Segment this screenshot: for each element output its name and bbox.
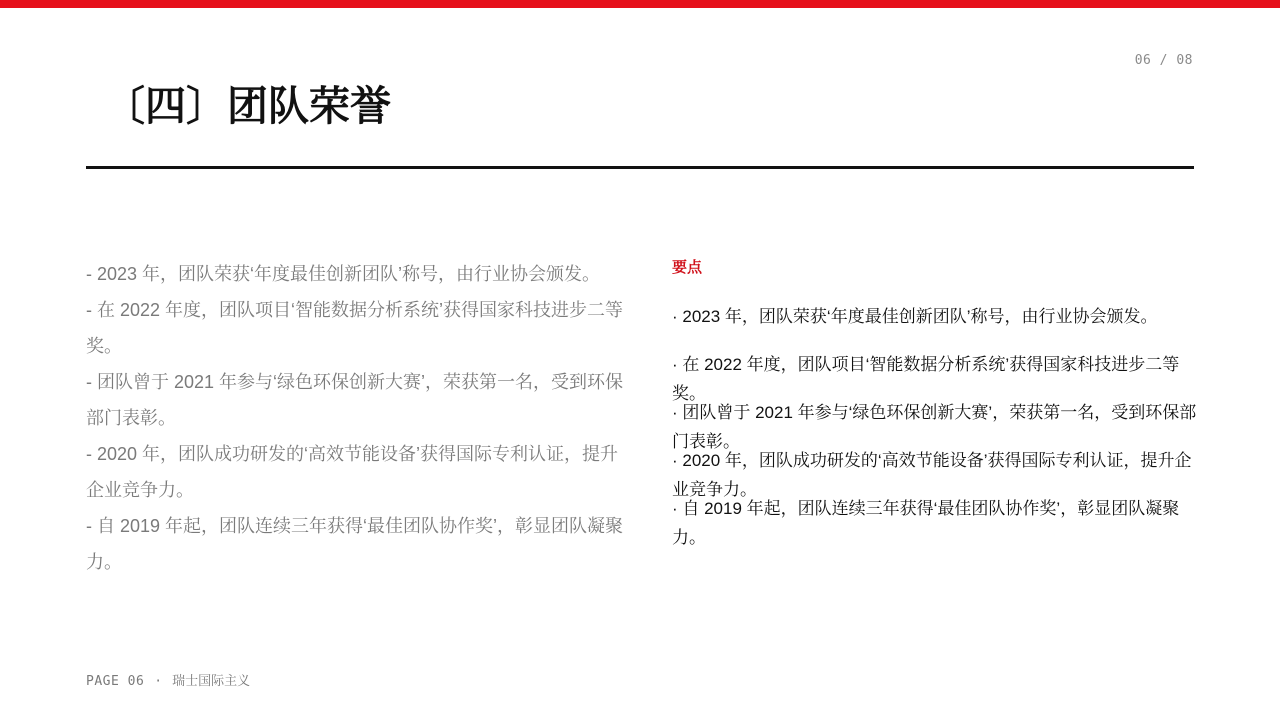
page-title: 〔四〕团队荣誉	[104, 82, 391, 130]
footer	[86, 670, 250, 689]
page-counter: 06 / 08	[1134, 53, 1193, 68]
footer-text: 瑞士国际主义	[172, 674, 251, 689]
footer-separator: ·	[154, 674, 163, 689]
footer-page-label: PAGE 06	[86, 674, 145, 689]
title-divider	[86, 166, 1194, 169]
top-accent-bar	[0, 0, 1280, 8]
honors-list	[86, 256, 631, 580]
highlight-item-2022: · 在 2022 年度，团队项目‘智能数据分析系统’获得国家科技进步二等奖。	[672, 355, 1180, 403]
honor-item-2023: - 2023 年，团队荣获‘年度最佳创新团队’称号，由行业协会颁发。	[86, 264, 601, 284]
highlight-item-2023: · 2023 年，团队荣获‘年度最佳创新团队’称号，由行业协会颁发。	[672, 307, 1158, 326]
highlights-heading: 要点	[672, 258, 703, 276]
honor-item-2019: - 自 2019 年起，团队连续三年获得‘最佳团队协作奖’，彰显团队凝聚力。	[86, 516, 624, 572]
honor-item-2020: - 2020 年，团队成功研发的‘高效节能设备’获得国际专利认证，提升企业竞争力。	[86, 444, 619, 500]
highlight-item-2019: · 自 2019 年起，团队连续三年获得‘最佳团队协作奖’，彰显团队凝聚力。	[672, 499, 1180, 547]
highlight-item-2021: · 团队曾于 2021 年参与‘绿色环保创新大赛’，荣获第一名，受到环保部门表彰。	[672, 403, 1197, 451]
highlight-item-2020: · 2020 年，团队成功研发的‘高效节能设备’获得国际专利认证，提升企业竞争力。	[672, 451, 1192, 499]
honor-item-2022: - 在 2022 年度，团队项目‘智能数据分析系统’获得国家科技进步二等奖。	[86, 300, 624, 356]
honor-item-2021: - 团队曾于 2021 年参与‘绿色环保创新大赛’，荣获第一名，受到环保部门表彰。	[86, 372, 624, 428]
highlights-list	[672, 302, 1204, 547]
